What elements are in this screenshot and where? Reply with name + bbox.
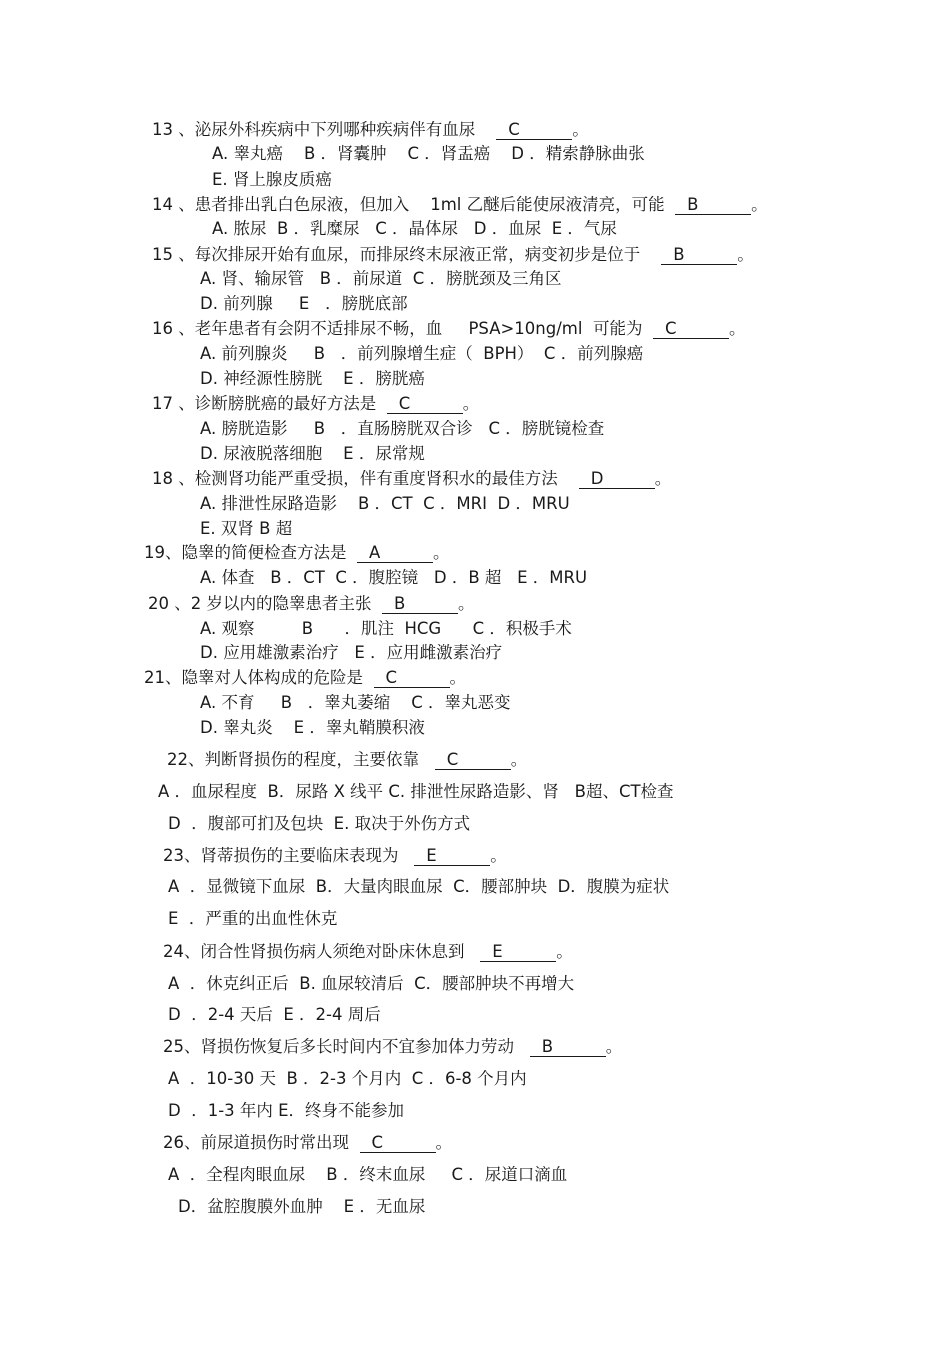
answer-blank: E (414, 847, 490, 866)
question-26-options-2: D．盆腔腹膜外血肿 E ．无血尿 (178, 1197, 426, 1216)
question-24-options-1: A ．休克纠正后 B. 血尿较清后 C．腰部肿块不再增大 (168, 974, 575, 993)
question-17-stem: 17 、诊断膀胱癌的最好方法是 C 。 (152, 394, 480, 413)
answer-blank: B (382, 595, 458, 614)
question-16-options-1: A. 前列腺炎 B ．前列腺增生症（ BPH） C ．前列腺癌 (200, 344, 644, 363)
question-14-options-1: A. 脓尿 B ．乳糜尿 C ．晶体尿 D ．血尿 E ．气尿 (212, 219, 617, 238)
question-20-stem: 20 、2 岁以内的隐睾患者主张 B 。 (148, 594, 475, 613)
answer-blank: A (357, 544, 433, 563)
question-23-options-1: A ．显微镜下血尿 B．大量肉眼血尿 C．腰部肿块 D．腹膜为症状 (168, 877, 670, 896)
question-16-options-2: D. 神经源性膀胱 E ．膀胱癌 (200, 369, 425, 388)
question-18-options-2: E. 双肾 B 超 (200, 519, 293, 538)
question-13-options-2: E. 肾上腺皮质癌 (212, 170, 332, 189)
question-21-options-2: D. 睾丸炎 E ．睾丸鞘膜积液 (200, 718, 425, 737)
question-26-options-1: A ．全程肉眼血尿 B ．终末血尿 C ．尿道口滴血 (168, 1165, 568, 1184)
question-19-stem: 19、隐睾的简便检查方法是 A 。 (144, 543, 450, 562)
question-15-options-2: D. 前列腺 E ．膀胱底部 (200, 294, 408, 313)
question-21-options-1: A. 不育 B ．睾丸萎缩 C ．睾丸恶变 (200, 693, 511, 712)
question-24-options-2: D ．2-4 天后 E ．2-4 周后 (168, 1005, 381, 1024)
question-13-options-1: A. 睾丸癌 B ．肾囊肿 C ．肾盂癌 D ．精索静脉曲张 (212, 144, 645, 163)
answer-blank: B (661, 246, 737, 265)
question-18-stem: 18 、检测肾功能严重受损，伴有重度肾积水的最佳方法 D 。 (152, 469, 672, 488)
question-16-stem: 16 、老年患者有会阴不适排尿不畅，血 PSA>10ng/ml 可能为 C 。 (152, 319, 746, 338)
question-18-options-1: A. 排泄性尿路造影 B ．CT C ．MRI D ．MRU (200, 494, 570, 513)
answer-blank: C (435, 751, 511, 770)
answer-blank: C (360, 1134, 436, 1153)
question-15-stem: 15 、每次排尿开始有血尿，而排尿终末尿液正常，病变初步是位于 B 。 (152, 245, 754, 264)
answer-blank: C (374, 669, 450, 688)
question-25-options-1: A ．10-30 天 B ．2-3 个月内 C ．6-8 个月内 (168, 1069, 527, 1088)
question-17-options-1: A. 膀胱造影 B ．直肠膀胱双合诊 C ．膀胱镜检查 (200, 419, 605, 438)
answer-blank: E (480, 943, 556, 962)
question-19-options-1: A. 体查 B ．CT C ．腹腔镜 D ．B 超 E ．MRU (200, 568, 588, 587)
question-26-stem: 26、前尿道损伤时常出现 C 。 (163, 1133, 452, 1152)
answer-blank: C (496, 121, 572, 140)
answer-blank: B (530, 1038, 606, 1057)
answer-blank: C (653, 320, 729, 339)
answer-blank: D (579, 470, 655, 489)
question-20-options-1: A. 观察 B ．肌注 HCG C ．积极手术 (200, 619, 572, 638)
question-13-stem: 13 、泌尿外科疾病中下列哪种疾病伴有血尿 C 。 (152, 120, 589, 139)
question-25-options-2: D ．1-3 年内 E．终身不能参加 (168, 1101, 405, 1120)
question-20-options-2: D. 应用雄激素治疗 E ．应用雌激素治疗 (200, 643, 503, 662)
question-22-options-1: A ．血尿程度 B．尿路 X 线平 C. 排泄性尿路造影、肾 B超、CT检查 (158, 782, 674, 801)
question-23-options-2: E ．严重的出血性休克 (168, 909, 338, 928)
question-25-stem: 25、肾损伤恢复后多长时间内不宜参加体力劳动 B 。 (163, 1037, 623, 1056)
question-21-stem: 21、隐睾对人体构成的危险是 C 。 (144, 668, 466, 687)
question-24-stem: 24、闭合性肾损伤病人须绝对卧床休息到 E 。 (163, 942, 573, 961)
question-23-stem: 23、肾蒂损伤的主要临床表现为 E 。 (163, 846, 507, 865)
question-17-options-2: D. 尿液脱落细胞 E ．尿常规 (200, 444, 425, 463)
question-14-stem: 14 、患者排出乳白色尿液，但加入 1ml 乙醚后能使尿液清亮，可能 B 。 (152, 195, 768, 214)
question-15-options-1: A. 肾、输尿管 B ．前尿道 C ．膀胱颈及三角区 (200, 269, 562, 288)
answer-blank: B (675, 196, 751, 215)
question-22-options-2: D ．腹部可扪及包块 E. 取决于外伤方式 (168, 814, 471, 833)
answer-blank: C (387, 395, 463, 414)
question-22-stem: 22、判断肾损伤的程度，主要依靠 C 。 (167, 750, 528, 769)
